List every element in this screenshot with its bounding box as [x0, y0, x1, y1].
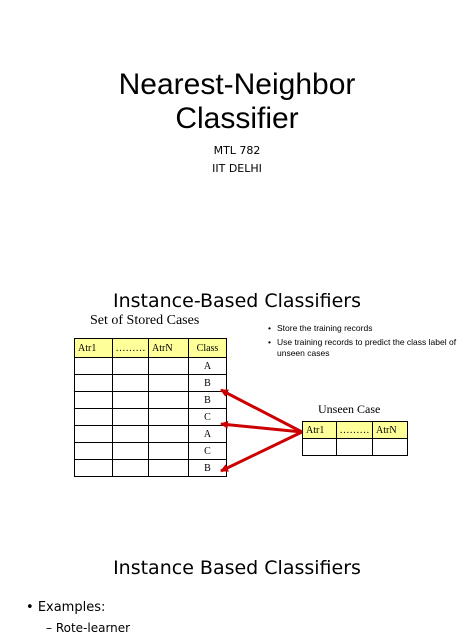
- class-cell: C: [189, 443, 227, 460]
- table-cell: [149, 409, 189, 426]
- table-cell: [75, 392, 113, 409]
- unseen-case-table: [302, 421, 408, 456]
- table-row: [75, 443, 227, 460]
- unseen-row: [303, 439, 408, 456]
- table-cell: [373, 439, 408, 456]
- class-cell: B: [189, 392, 227, 409]
- table-cell: [149, 426, 189, 443]
- examples-bullet: [26, 600, 105, 615]
- dash-icon: –: [46, 621, 52, 635]
- unseen-header-atrn: AtrN: [373, 422, 408, 439]
- stored-cases-table: [74, 338, 227, 477]
- bullet-dot-icon: •: [268, 337, 271, 347]
- table-cell: [113, 460, 149, 477]
- table-cell: [75, 443, 113, 460]
- table-cell: [75, 426, 113, 443]
- examples-label: Examples:: [37, 600, 106, 615]
- header-class: Class: [189, 339, 227, 358]
- table-cell: [303, 439, 337, 456]
- class-cell: B: [189, 460, 227, 477]
- bullet-text: Store the training records: [277, 323, 373, 333]
- table-cell: [113, 443, 149, 460]
- table-cell: [75, 375, 113, 392]
- table-cell: [149, 443, 189, 460]
- bullet-list: [268, 323, 468, 362]
- table-cell: [113, 409, 149, 426]
- table-cell: [113, 358, 149, 375]
- table-row: [75, 409, 227, 426]
- table-cell: [149, 375, 189, 392]
- table-cell: [149, 358, 189, 375]
- stored-header-row: [75, 339, 227, 358]
- bullet-item: [268, 337, 468, 359]
- class-cell: C: [189, 409, 227, 426]
- class-cell: B: [189, 375, 227, 392]
- unseen-header-row: [303, 422, 408, 439]
- arrow-to-row7: [221, 432, 302, 471]
- arrow-to-row4: [221, 424, 302, 432]
- bullet-text: Use training records to predict the class label of unseen cases: [277, 337, 457, 358]
- table-cell: [75, 409, 113, 426]
- rote-learner-label: Rote-learner: [55, 621, 131, 635]
- header-ellipsis: ………: [113, 339, 149, 358]
- slide1-title: [0, 68, 474, 136]
- arrow-to-row2: [221, 390, 302, 432]
- table-cell: [113, 392, 149, 409]
- institute-name: IIT DELHI: [212, 162, 262, 175]
- table-row: [75, 375, 227, 392]
- table-cell: [149, 392, 189, 409]
- stored-cases-title: Set of Stored Cases: [90, 313, 200, 328]
- header-atrn: AtrN: [149, 339, 189, 358]
- header-atr1: Atr1: [75, 339, 113, 358]
- table-cell: [337, 439, 373, 456]
- course-code: MTL 782: [213, 144, 261, 157]
- class-cell: A: [189, 358, 227, 375]
- table-row: [75, 358, 227, 375]
- table-row: [75, 460, 227, 477]
- table-cell: [113, 426, 149, 443]
- rote-learner-bullet: [46, 621, 130, 635]
- slide2-title: Instance-Based Classifiers: [113, 290, 361, 312]
- slide1-title-line2: Classifier: [175, 102, 299, 135]
- table-cell: [113, 375, 149, 392]
- table-row: [75, 426, 227, 443]
- unseen-header-atr1: Atr1: [303, 422, 337, 439]
- slide1-title-line1: Nearest-Neighbor: [118, 68, 356, 101]
- bullet-item: [268, 323, 468, 334]
- table-row: [75, 392, 227, 409]
- class-cell: A: [189, 426, 227, 443]
- unseen-header-ellipsis: ………: [337, 422, 373, 439]
- unseen-case-title: Unseen Case: [318, 402, 381, 416]
- bullet-dot-icon: •: [26, 600, 34, 615]
- bullet-dot-icon: •: [268, 323, 271, 333]
- table-cell: [75, 460, 113, 477]
- table-cell: [149, 460, 189, 477]
- slide3-title: Instance Based Classifiers: [113, 557, 361, 579]
- table-cell: [75, 358, 113, 375]
